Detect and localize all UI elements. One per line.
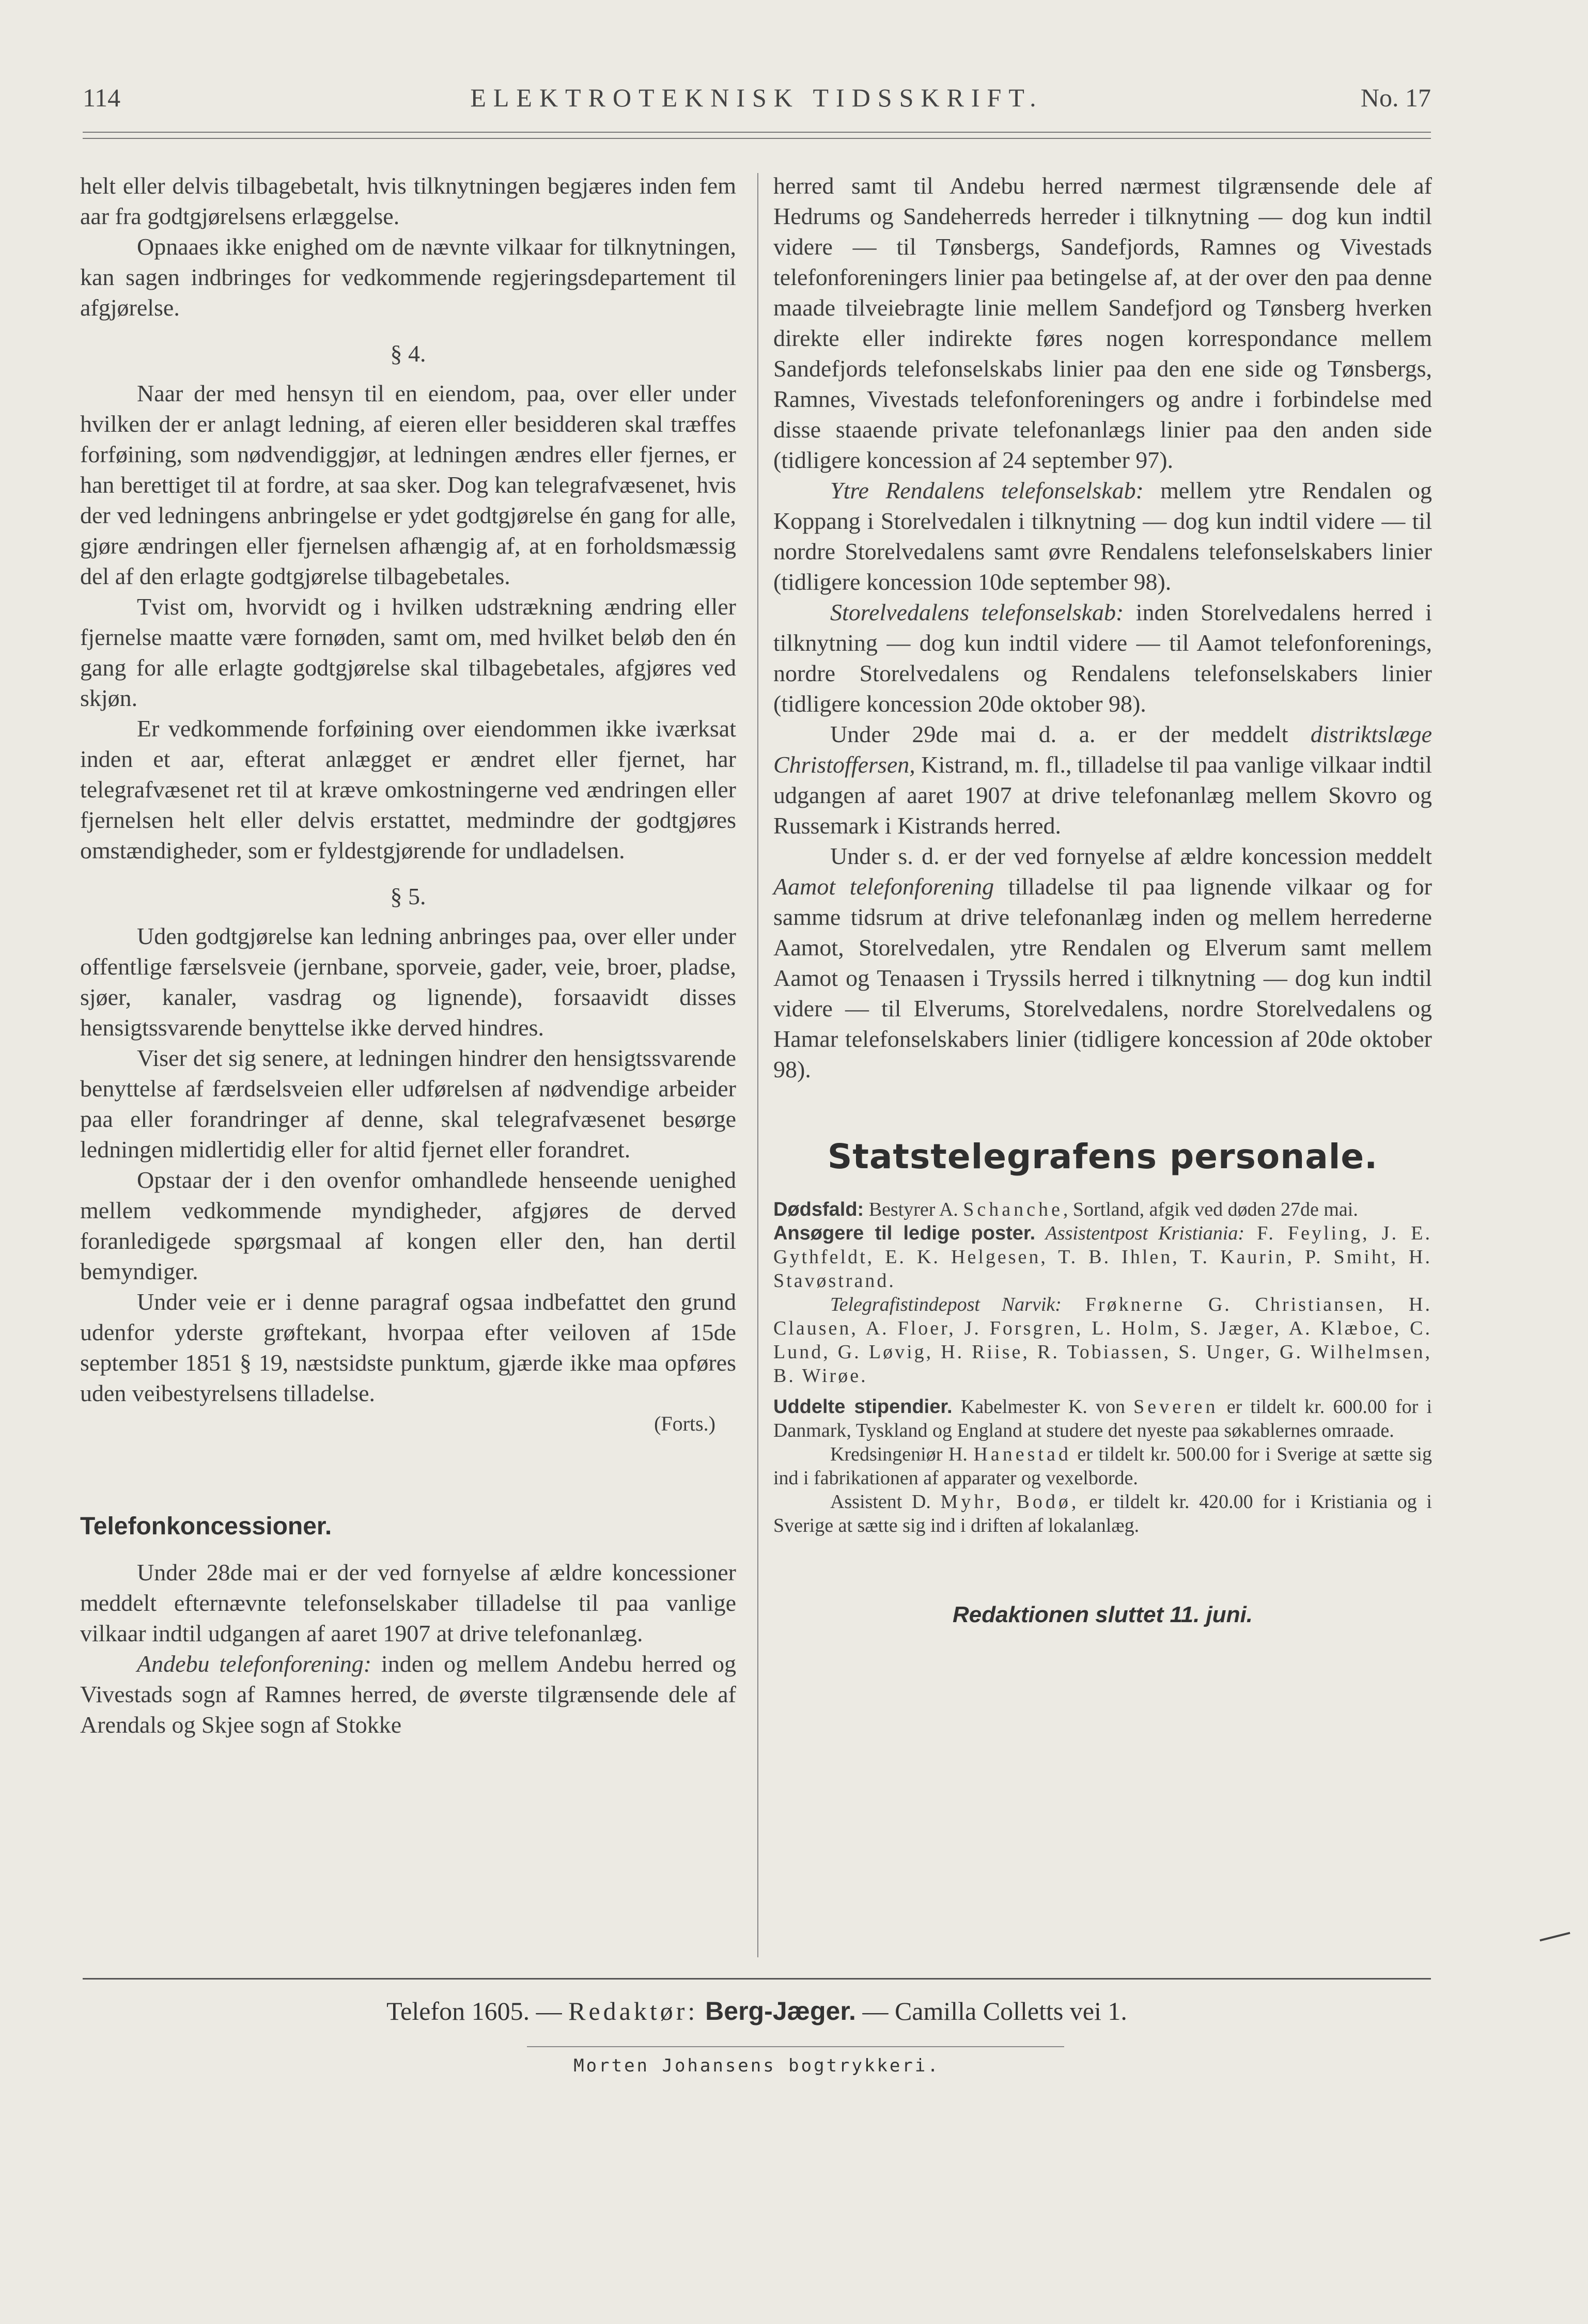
page-number: 114 [83, 83, 121, 112]
notice-paragraph: Kredsingeniør H. Hanestad er tildelt kr. 500.00 for i Sverige at sætte sig ind i fabrikationen af apparater og vexelborde. [773, 1443, 1432, 1489]
paragraph: Under 29de mai d. a. er der meddelt distriktslæge Christoffersen, Kistrand, m. fl., tilladelse til paa vanlige vilkaar indtil udgangen af aaret 1907 at drive telefonanlæg mellem Skovro og Russemark i Kistrands herred. [773, 721, 1433, 839]
notice-label: Uddelte stipendier. [773, 1396, 953, 1418]
paragraph: Viser det sig senere, at ledningen hindrer den hensigtssvarende benyttelse af færdselsveien eller udførelsen af nødvendige arbeider paa eller forandringer af denne, skal telegrafvæsenet besørge ledningen midlertidig eller for altid fjernet eller forandret. [80, 1045, 736, 1163]
notice-label: Dødsfald: [773, 1199, 864, 1220]
company-name: Storelvedalens telefonselskab: [830, 599, 1124, 625]
left-column [80, 170, 736, 1740]
article-heading: Telefonkoncessioner. [80, 1513, 332, 1540]
paragraph: Ytre Rendalens telefonselskab: mellem ytre Rendalen og Koppang i Storelvedalen i tilknytning — dog kun indtil videre — til nordre Storelvedalens samt øvre Rendalens telefonselskabers linier (tidligere koncession 10de september 98). [773, 477, 1432, 595]
section-heading: § 4. [390, 340, 426, 367]
paragraph: Under s. d. er der ved fornyelse af ældre koncession meddelt Aamot telefonforening tilladelse til paa lignende vilkaar og for samme tidsrum at drive telefonanlæg inden og mellem herrederne Aamot, Storelvedalen, ytre Rendalen og Elverum samt mellem Aamot og Tenaasen i Tryssils herred i tilknytning — dog kun indtil videre — til Elverums, Storelvedalens, nordre Storelvedalens og Hamar telefonselskabers linier (tidligere koncession af 20de oktober 98). [773, 843, 1432, 1082]
paragraph: Tvist om, hvorvidt og i hvilken udstrækning ændring eller fjernelse maatte være fornøden, samt om, med hvilket beløb den én gang for alle erlagte godtgjørelse skal tilbagebetales, afgjøres ved skjøn. [80, 593, 736, 711]
footer-contact: Telefon 1605. — Redaktør: Berg-Jæger. — Camilla Colletts vei 1. [386, 1997, 1127, 2025]
notice-paragraph: Ansøgere til ledige poster. Assistentpost Kristiania: F. Feyling, J. E. Gythfeldt, E. K. Helgesen, T. B. Ihlen, T. Kaurin, P. Smiht, H. Stavøstrand. [773, 1222, 1432, 1292]
footer-rule-short [527, 2046, 1064, 2047]
paragraph: Naar der med hensyn til en eiendom, paa, over eller under hvilken der er anlagt ledning, af eieren eller besidderen skal træffes forføining, som nødvendiggjør, at ledningen ændres eller fjernes, er han berettiget til at fordre, at saa sker. Dog kan telegrafvæsenet, hvis der ved ledningens anbringelse er ydet godtgjørelse én gang for alle, gjøre ændringen eller fjernelsen afhængig af, at en forholdsmæssig del af den erlagte godtgjørelse tilbagebetales. [80, 380, 736, 589]
company-name: Ytre Rendalens telefonselskab: [830, 477, 1144, 504]
header-rule [83, 132, 1431, 139]
right-column [773, 170, 1432, 1630]
footer-rule [83, 1978, 1431, 1980]
paragraph: herred samt til Andebu herred nærmest tilgrænsende dele af Hedrums og Sandeherreds herreder i tilknytning — dog kun indtil videre — til Tønsbergs, Sandefjords, Ramnes og Vivestads telefonforeningers linier paa betingelse af, at der over den paa denne maade tilveiebragte linie mellem Sandefjord og Tønsberg hverken direkte eller indirekte føres nogen korrespondance mellem Sandefjords telefonselskabs linier paa den ene side og Tønsbergs, Ramnes, Vivestads telefonforeningers og andre i forbindelse med disse staaende private telefonanlægs linier paa den anden side (tidligere koncession af 24 september 97). [773, 172, 1432, 473]
paragraph: Under veie er i denne paragraf ogsaa indbefattet den grund udenfor yderste grøftekant, hvorpaa efter veiloven af 15de september 1851 § 19, næstsidste punktum, gjærde ikke maa opføres uden veibestyrelsens tilladelse. [80, 1289, 736, 1406]
article-heading: Statstelegrafens personale. [827, 1137, 1378, 1176]
paragraph: Opstaar der i den ovenfor omhandlede henseende uenighed mellem vedkommende myndigheder, afgjøres de derved foranledigede spørgsmaal af kongen eller den, han dertil bemyndiger. [80, 1167, 736, 1284]
paragraph: Er vedkommende forføining over eiendommen ikke iværksat inden et aar, efterat anlægget er ændret eller fjernet, har telegrafvæsenet ret til at kræve omkostningerne ved ændringen eller fjernelsen helt eller delvis erstattet, medmindre der godtgjøres omstændigheder, som er fyldestgjørende for undladelsen. [80, 715, 736, 863]
paragraph: Under 28de mai er der ved fornyelse af ældre koncessioner meddelt efternævnte telefonselskaber tilladelse til paa vanlige vilkaar indtil udgangen af aaret 1907 at drive telefonanlæg. [80, 1559, 736, 1646]
editor-name: Berg-Jæger. [698, 1997, 856, 2025]
column-divider [757, 173, 758, 1957]
editor-label: Redaktør: [568, 1997, 698, 2025]
paragraph: Opnaaes ikke enighed om de nævnte vilkaar for tilknytningen, kan sagen indbringes for vedkommende regjeringsdepartement til afgjørelse. [80, 233, 736, 321]
journal-title: ELEKTROTEKNISK TIDSSKRIFT. [470, 83, 1044, 112]
paragraph: helt eller delvis tilbagebetalt, hvis tilknytningen begjæres inden fem aar fra godtgjørelsens erlæggelse. [80, 172, 736, 229]
page-header [83, 83, 1431, 119]
paragraph: Uden godtgjørelse kan ledning anbringes paa, over eller under offentlige færselsveie (jernbane, sporveie, gader, veie, broer, pladse, sjøer, kanaler, vasdrag og lignende), forsaavidt disses hensigtssvarende benyttelse ikke derved hindres. [80, 923, 736, 1041]
notice-paragraph: Dødsfald: Bestyrer A. Schanche, Sortland, afgik ved døden 27de mai. [773, 1199, 1358, 1220]
paragraph: Storelvedalens telefonselskab: inden Storelvedalens herred i tilknytning — dog kun indtil videre — til Aamot telefonforenings, nordre Storelvedalens og Rendalens telefonselskabers linier (tidligere koncession 20de oktober 98). [773, 599, 1432, 717]
section-heading: § 5. [390, 883, 426, 909]
company-name: Aamot telefonforening [773, 873, 994, 900]
paragraph: Andebu telefonforening: inden og mellem Andebu herred og Vivestads sogn af Ramnes herred, de øverste tilgrænsende dele af Arendals og Skjee sogn af Stokke [80, 1651, 736, 1738]
continued-note: (Forts.) [654, 1412, 715, 1435]
notice-label: Ansøgere til ledige poster. [773, 1222, 1036, 1244]
notice-paragraph: Assistent D. Myhr, Bodø, er tildelt kr. 420.00 for i Kristiania og i Sverige at sætte sig ind i driften af lokalanlæg. [773, 1491, 1432, 1536]
issue-number: No. 17 [1360, 83, 1431, 112]
company-name: Andebu telefonforening: [137, 1651, 372, 1677]
notice-paragraph: Uddelte stipendier. Kabelmester K. von Severen er tildelt kr. 600.00 for i Danmark, Tyskland og England at studere det nyeste paa søkablernes omraade. [773, 1396, 1432, 1441]
notice-paragraph: Telegrafistindepost Narvik: Frøknerne G. Christiansen, H. Clausen, A. Floer, J. Forsgren, L. Holm, S. Jæger, A. Klæboe, C. Lund, G. Løvig, H. Riise, R. Tobiassen, S. Unger, G. Wilhelmsen, B. Wirøe. [773, 1294, 1432, 1387]
person-name: distriktslæge Christoffersen, [773, 721, 1432, 778]
printer-line: Morten Johansens bogtrykkeri. [573, 2055, 940, 2076]
stray-mark [1539, 1932, 1570, 1941]
editorial-note: Redaktionen sluttet 11. juni. [952, 1602, 1253, 1627]
